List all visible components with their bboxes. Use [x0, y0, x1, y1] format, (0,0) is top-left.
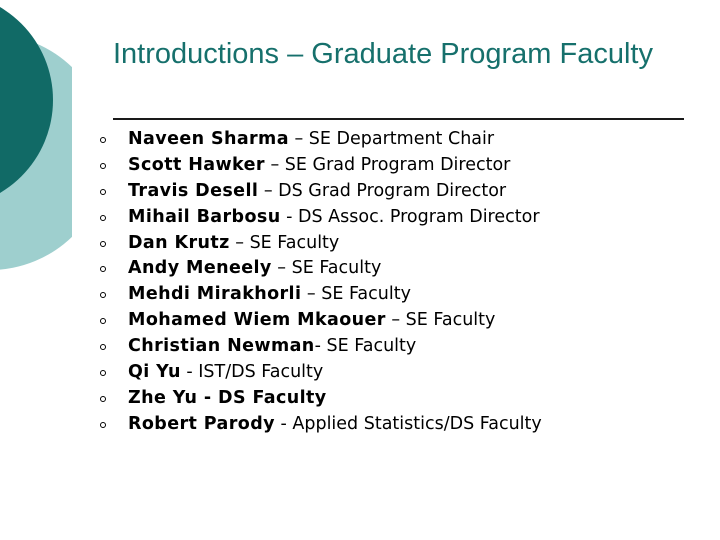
person-role: - Applied Statistics/DS Faculty: [274, 413, 542, 434]
person-role: – SE Department Chair: [288, 129, 495, 149]
person-role: - SE Faculty: [314, 336, 417, 357]
list-item: [100, 282, 542, 308]
person-name: Qi Yu: [128, 362, 181, 383]
bullet-circle-icon: [100, 344, 106, 350]
person-role: – SE Faculty: [271, 258, 382, 279]
person-name: Scott Hawker: [128, 154, 265, 175]
bullet-circle-icon: [100, 189, 106, 195]
person-role: – SE Faculty: [229, 232, 340, 253]
person-role: – SE Faculty: [385, 310, 496, 331]
bullet-circle-icon: [100, 370, 106, 376]
decorative-circles: [0, 0, 72, 300]
person-role: – DS Grad Program Director: [258, 180, 507, 201]
bullet-circle-icon: [100, 318, 106, 324]
person-name: Mihail Barbosu: [128, 206, 281, 227]
person-name: Mehdi Mirakhorli: [128, 284, 302, 305]
list-item: [100, 360, 542, 386]
list-item: [100, 256, 542, 282]
bullet-circle-icon: [100, 266, 106, 272]
person-name: Mohamed Wiem Mkaouer: [128, 310, 386, 331]
bullet-circle-icon: [100, 292, 106, 298]
list-item: [100, 308, 542, 334]
person-name: Dan Krutz: [128, 232, 230, 253]
bullet-circle-icon: [100, 422, 106, 428]
person-role: - IST/DS Faculty: [180, 362, 324, 383]
person-name: Zhe Yu: [128, 387, 198, 408]
title-underline: [113, 118, 684, 120]
person-role: – SE Grad Program Director: [264, 154, 511, 175]
slide-title: Introductions – Graduate Program Faculty: [113, 38, 653, 70]
person-name: Travis Desell: [128, 180, 259, 201]
person-name: Robert Parody: [128, 413, 275, 434]
person-name: Christian Newman: [128, 336, 315, 357]
bullet-circle-icon: [100, 396, 106, 402]
bullet-circle-icon: [100, 241, 106, 247]
person-role-bold: - DS Faculty: [197, 387, 327, 408]
faculty-list: [100, 127, 542, 438]
bullet-circle-icon: [100, 137, 106, 143]
list-item: [100, 412, 542, 438]
list-item: [100, 179, 542, 205]
person-role: - DS Assoc. Program Director: [280, 206, 540, 227]
list-item: [100, 334, 542, 360]
bullet-circle-icon: [100, 163, 106, 169]
person-role: – SE Faculty: [301, 284, 411, 305]
list-item: [100, 153, 542, 179]
bullet-circle-icon: [100, 215, 106, 221]
person-name: Andy Meneely: [128, 258, 272, 279]
list-item: [100, 205, 542, 231]
list-item: [100, 386, 542, 412]
person-name: Naveen Sharma: [128, 129, 289, 149]
list-item: [100, 127, 542, 153]
list-item: [100, 231, 542, 257]
